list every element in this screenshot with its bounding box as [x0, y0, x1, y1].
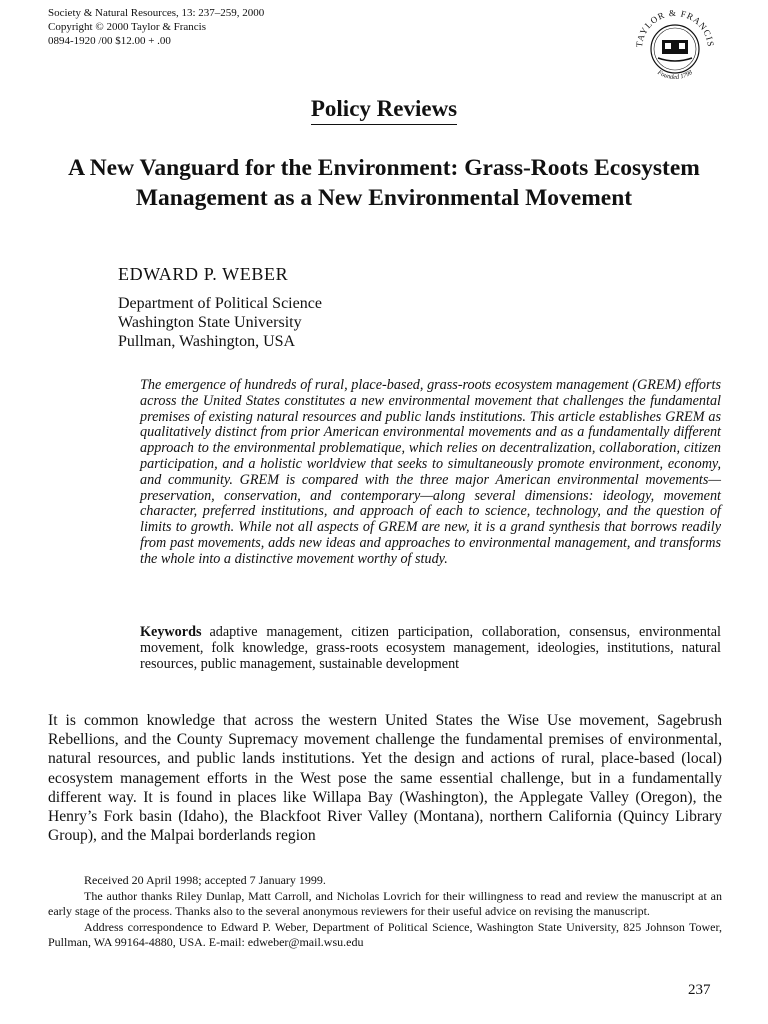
journal-citation: Society & Natural Resources, 13: 237–259, 2000: [48, 7, 265, 19]
page-number: 237: [688, 982, 711, 998]
body-paragraph: It is common knowledge that across the western United States the Wise Use movement, Sagebrush Rebellions, and the County Supremacy movement challenge the fundamental premises of environmental, natural resources, and public lands institutions. Yet the design and actions of rural, place-based (local) ecosystem management efforts in the West pose the same essential challenge, but in a fundamentally different way. It is found in places like Willapa Bay (Washington), the Applegate Valley (Oregon), the Henry’s Fork basin (Idaho), the Blackfoot River Valley (Montana), northern California (Quincy Library Group), and the Malpai borderlands region: [48, 712, 722, 845]
footnote-received: Received 20 April 1998; accepted 7 January 1999.: [84, 873, 326, 887]
section-heading: [0, 96, 768, 125]
publisher-logo: [628, 2, 722, 96]
logo-text-top: TAYLOR & FRANCIS: [633, 7, 717, 48]
copyright-line: Copyright © 2000 Taylor & Francis: [48, 21, 207, 33]
affiliation-department: Department of Political Science: [118, 295, 322, 312]
author-affiliation: [118, 294, 322, 351]
footnote-address: Address correspondence to Edward P. Weber, Department of Political Science, Washington State University, 825 Johnson Tower, Pullman, WA 99164-4880, USA. E-mail: edweber@mail.wsu.edu: [48, 919, 722, 949]
issn-line: 0894-1920 /00 $12.00 + .00: [48, 35, 171, 47]
affiliation-location: Pullman, Washington, USA: [118, 333, 296, 350]
footnotes: [48, 873, 722, 951]
journal-header: [48, 6, 264, 48]
footnote-acknowledgements: The author thanks Riley Dunlap, Matt Carroll, and Nicholas Lovrich for their willingness to read and review the manuscript at an early stage of the process. Thanks also to the several anonymous reviewers for their useful advice on revising the manuscript.: [48, 888, 722, 918]
svg-text:Founded 1798: [655, 68, 694, 81]
affiliation-university: Washington State University: [118, 314, 302, 331]
author-name: EDWARD P. WEBER: [118, 264, 289, 284]
section-heading-text: Policy Reviews: [311, 96, 457, 125]
abstract: The emergence of hundreds of rural, place-based, grass-roots ecosystem management (GREM) efforts across the United States constitutes a new environmental movement that challenges the fundamental premises of existing natural resources and public lands institutions. This article establishes GREM as qualitatively distinct from prior American environmental movements and as a fundamentally different approach to the environmental problematique, which relies on decentralization, collaboration, citizen participation, and a holistic worldview that seeks to simultaneously promote environment, economy, and community. GREM is compared with the three major American environmental movements—preservation, conservation, and contemporary—along several dimensions: ideology, movement character, preferred institutions, and approach of each to science, technology, and the question of limits to growth. While not all aspects of GREM are new, it is a grand synthesis that borrows readily from past movements, adds new ideas and approaches to environmental management, and transforms the whole into a distinctive movement worthy of study.: [140, 377, 721, 567]
keywords-list: adaptive management, citizen participation, collaboration, consensus, environmental movement, folk knowledge, grass-roots ecosystem management, ideologies, institutions, natural resources, public management, sustainable development: [140, 624, 721, 672]
logo-text-bottom: Founded 1798: [656, 68, 694, 81]
article-title: A New Vanguard for the Environment: Grass-Roots Ecosystem Management as a New Environmental Movement: [68, 155, 700, 211]
keywords-label: Keywords: [140, 624, 202, 640]
keywords: [140, 625, 721, 672]
